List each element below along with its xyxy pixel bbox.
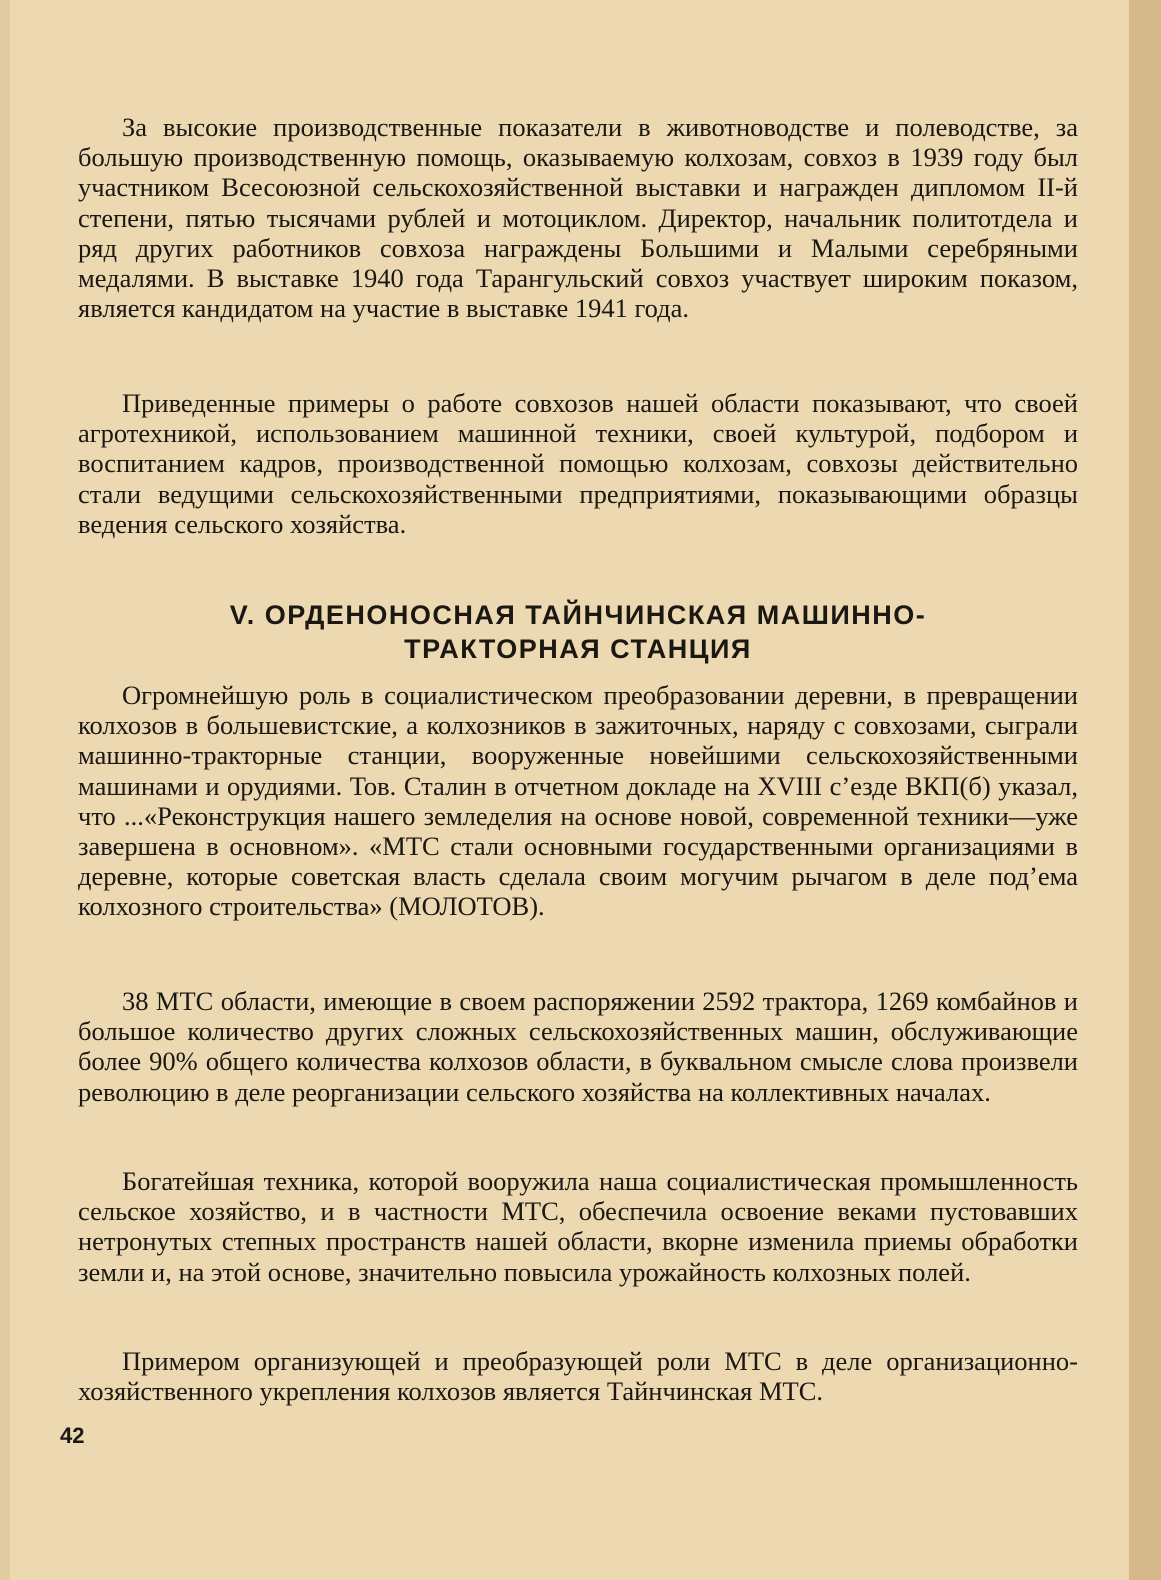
paragraph-mts-role: Огромнейшую роль в социалистическом преобразовании деревни, в превращении колхозов в большевистские, а колхозников в зажиточных, наряду с совхозами, сыграли машинно-тракторные станции, вооруженные новейшими сельскохозяйственными машинами и орудиями. Тов. Сталин в отчетном докладе на XVIII с’езде ВКП(б) указал, что ...«Реконструкция нашего земледелия на основе новой, современной техники—уже завершена в основном». «МТС стали основными государственными организациями в деревне, которые советская власть сделала своим могучим рычагом в деле под’ема колхозного строительства» (МОЛОТОВ). (78, 680, 1078, 922)
paragraph-exhibition-awards: За высокие производственные показатели в животноводстве и полеводстве, за большую производственную помощь, оказываемую колхозам, совхоз в 1939 году был участником Всесоюзной сельскохозяйственной выставки и награжден дипломом II-й степени, пятью тысячами рублей и мотоциклом. Директор, начальник политотдела и ряд других работников совхоза награждены Большими и Малыми серебряными медалями. В выставке 1940 года Тарангульский совхоз участвует широким показом, является кандидатом на участие в выставке 1941 года. (78, 112, 1078, 324)
paragraph-tainchinskaya-example: Примером организующей и преобразующей роли МТС в деле организационно-хозяйственного укрепления колхозов является Тайнчинская МТС. (78, 1346, 1078, 1407)
paragraph-sovkhoz-examples: Приведенные примеры о работе совхозов нашей области показывают, что своей агротехникой, использованием машинной техники, своей культурой, подбором и воспитанием кадров, производственной помощью колхозам, совхозы действительно стали ведущими сельскохозяйственными предприятиями, показывающими образцы ведения сельского хозяйства. (78, 388, 1078, 539)
page-right-edge (1129, 0, 1161, 1580)
section-heading (78, 598, 1078, 666)
paragraph-mts-statistics: 38 МТС области, имеющие в своем распоряжении 2592 трактора, 1269 комбайнов и большое количество других сложных сельскохозяйственных машин, обслуживающие более 90% общего количества колхозов области, в буквальном смысле слова произвели революцию в деле реорганизации сельского хозяйства на коллективных началах. (78, 986, 1078, 1107)
section-heading-line-1: V. ОРДЕНОНОСНАЯ ТАЙНЧИНСКАЯ МАШИННО- (229, 600, 927, 630)
section-heading-line-2: ТРАКТОРНАЯ СТАНЦИЯ (404, 634, 752, 664)
page-number: 42 (60, 1423, 85, 1448)
page-left-edge (0, 0, 10, 1580)
paragraph-technology-impact: Богатейшая техника, которой вооружила наша социалистическая промышленность сельское хозяйство, и в частности МТС, обеспечила освоение веками пустовавших нетронутых степных пространств нашей области, вкорне изменила приемы обработки земли и, на этой основе, значительно повысила урожайность колхозных полей. (78, 1166, 1078, 1287)
